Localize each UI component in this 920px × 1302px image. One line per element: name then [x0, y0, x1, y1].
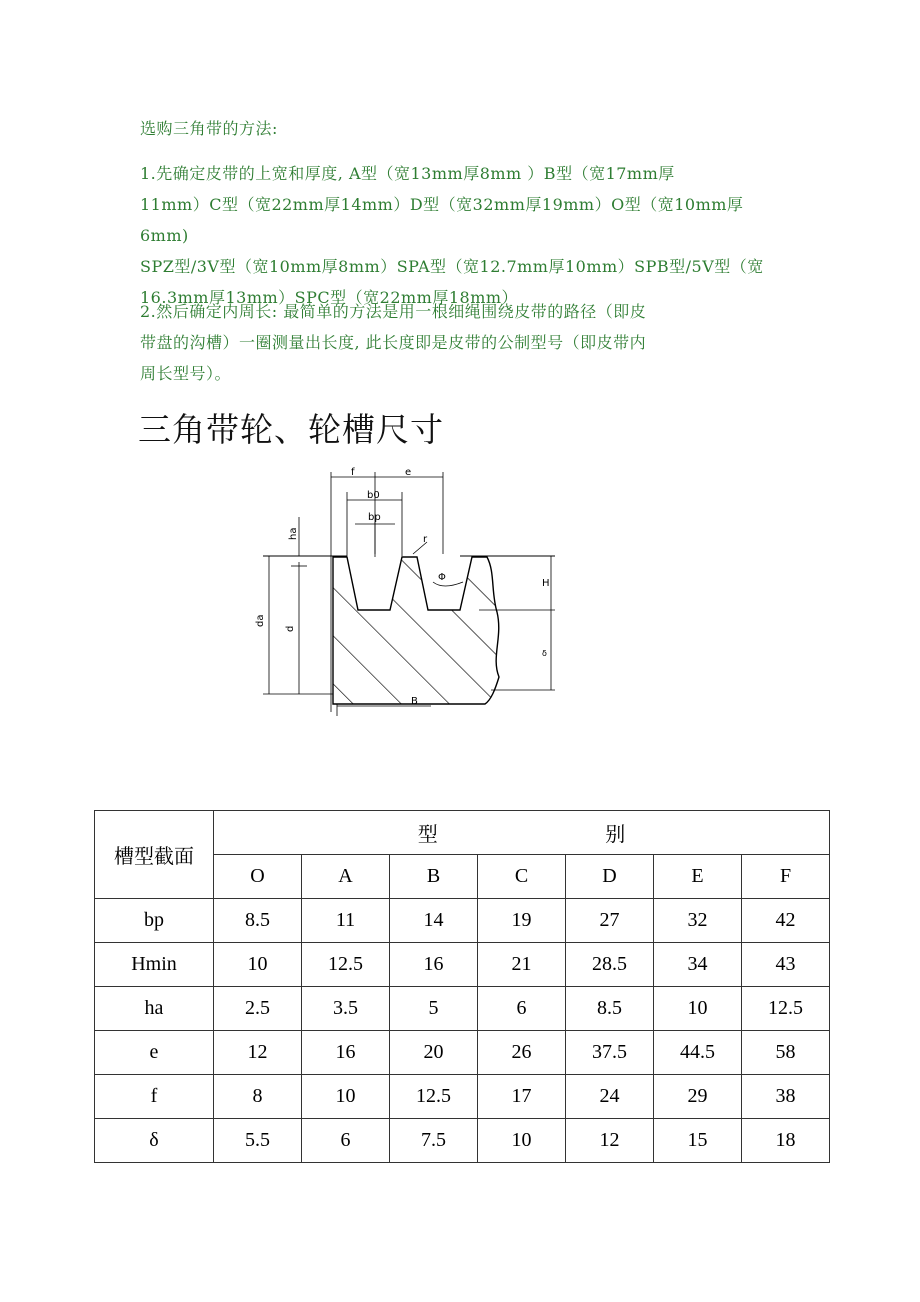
- column-header: E: [654, 855, 742, 899]
- B-label: B: [411, 696, 418, 707]
- table-cell: 6: [302, 1119, 390, 1163]
- table-cell: 24: [566, 1075, 654, 1119]
- table-cell: 16: [390, 943, 478, 987]
- table-cell: 34: [654, 943, 742, 987]
- step2-line: 周长型号）。: [140, 364, 232, 383]
- table-cell: 10: [654, 987, 742, 1031]
- table-cell: 32: [654, 899, 742, 943]
- da-label: da: [255, 614, 266, 627]
- table-cell: 10: [302, 1075, 390, 1119]
- groove-dimension-table: [94, 810, 830, 1163]
- row-label: ha: [95, 987, 214, 1031]
- table-cell: 38: [742, 1075, 830, 1119]
- table-cell: 21: [478, 943, 566, 987]
- table-cell: 17: [478, 1075, 566, 1119]
- table-cell: 5.5: [214, 1119, 302, 1163]
- table-cell: 44.5: [654, 1031, 742, 1075]
- f-label: f: [351, 467, 355, 478]
- table-cell: 28.5: [566, 943, 654, 987]
- table-cell: 8.5: [566, 987, 654, 1031]
- table-cell: 29: [654, 1075, 742, 1119]
- table-cell: 43: [742, 943, 830, 987]
- table-cell: 27: [566, 899, 654, 943]
- table-cell: 5: [390, 987, 478, 1031]
- table-cell: 37.5: [566, 1031, 654, 1075]
- table-row: [95, 987, 830, 1031]
- intro-line: 选购三角带的方法:: [140, 119, 278, 138]
- table-cell: 18: [742, 1119, 830, 1163]
- step1-line: 16.3mm厚13mm）SPC型（宽22mm厚18mm）: [140, 288, 519, 307]
- table-cell: 12.5: [742, 987, 830, 1031]
- r-label: r: [423, 534, 428, 545]
- table-cell: 8.5: [214, 899, 302, 943]
- H-label: H: [542, 578, 550, 589]
- table-cell: 12.5: [302, 943, 390, 987]
- step2-line: 带盘的沟槽）一圈测量出长度, 此长度即是皮带的公制型号（即皮带内: [140, 333, 647, 352]
- table-cell: 10: [214, 943, 302, 987]
- b0-label: b0: [367, 490, 380, 501]
- step1-line: 11mm）C型（宽22mm厚14mm）D型（宽32mm厚19mm）O型（宽10mm厚6mm): [140, 195, 744, 245]
- table-cell: 7.5: [390, 1119, 478, 1163]
- intro-text: [140, 113, 780, 144]
- table-cell: 15: [654, 1119, 742, 1163]
- table-row: [95, 1031, 830, 1075]
- table-cell: 2.5: [214, 987, 302, 1031]
- section-heading: 三角带轮、轮槽尺寸: [138, 410, 444, 449]
- row-label: δ: [95, 1119, 214, 1163]
- table-header-row: [95, 811, 830, 855]
- row-label: f: [95, 1075, 214, 1119]
- table-cell: 26: [478, 1031, 566, 1075]
- table-cell: 10: [478, 1119, 566, 1163]
- table-cell: 8: [214, 1075, 302, 1119]
- table-cell: 19: [478, 899, 566, 943]
- e-label: e: [405, 467, 412, 478]
- ha-label: ha: [288, 527, 299, 540]
- step1-paragraph: [140, 158, 780, 313]
- bp-label: bp: [368, 512, 381, 523]
- column-header: B: [390, 855, 478, 899]
- table-cell: 58: [742, 1031, 830, 1075]
- row-label: bp: [95, 899, 214, 943]
- table-cell: 20: [390, 1031, 478, 1075]
- column-header: D: [566, 855, 654, 899]
- table-cell: 42: [742, 899, 830, 943]
- table-cell: 3.5: [302, 987, 390, 1031]
- phi-label: Φ: [438, 572, 446, 583]
- table-cell: 12: [214, 1031, 302, 1075]
- table-cell: 6: [478, 987, 566, 1031]
- column-header: A: [302, 855, 390, 899]
- row-label: Hmin: [95, 943, 214, 987]
- table-row: [95, 899, 830, 943]
- type-header-a: 型: [417, 824, 438, 846]
- table-row: [95, 1075, 830, 1119]
- step1-line: 1.先确定皮带的上宽和厚度, A型（宽13mm厚8mm ）B型（宽17mm厚: [140, 164, 675, 183]
- column-header: C: [478, 855, 566, 899]
- d-label: d: [285, 625, 296, 632]
- table-cell: 11: [302, 899, 390, 943]
- table-cell: 12: [566, 1119, 654, 1163]
- table-cell: 16: [302, 1031, 390, 1075]
- column-header: O: [214, 855, 302, 899]
- row-header-cell: 槽型截面: [95, 811, 214, 899]
- pulley-section: [333, 557, 499, 704]
- table-row: [95, 943, 830, 987]
- table-cell: 12.5: [390, 1075, 478, 1119]
- step1-line: SPZ型/3V型（宽10mm厚8mm）SPA型（宽12.7mm厚10mm）SPB型/5V型（宽: [140, 257, 764, 276]
- table-cell: 14: [390, 899, 478, 943]
- step2-line: 2.然后确定内周长: 最简单的方法是用一根细绳围绕皮带的路径（即皮: [140, 302, 647, 321]
- column-header: F: [742, 855, 830, 899]
- step2-paragraph: [140, 296, 780, 389]
- row-label: e: [95, 1031, 214, 1075]
- delta-label: δ: [542, 649, 547, 658]
- type-header-cell: [214, 811, 830, 855]
- table-row: [95, 1119, 830, 1163]
- type-header-b: 别: [605, 824, 626, 846]
- pulley-groove-diagram: [255, 462, 565, 732]
